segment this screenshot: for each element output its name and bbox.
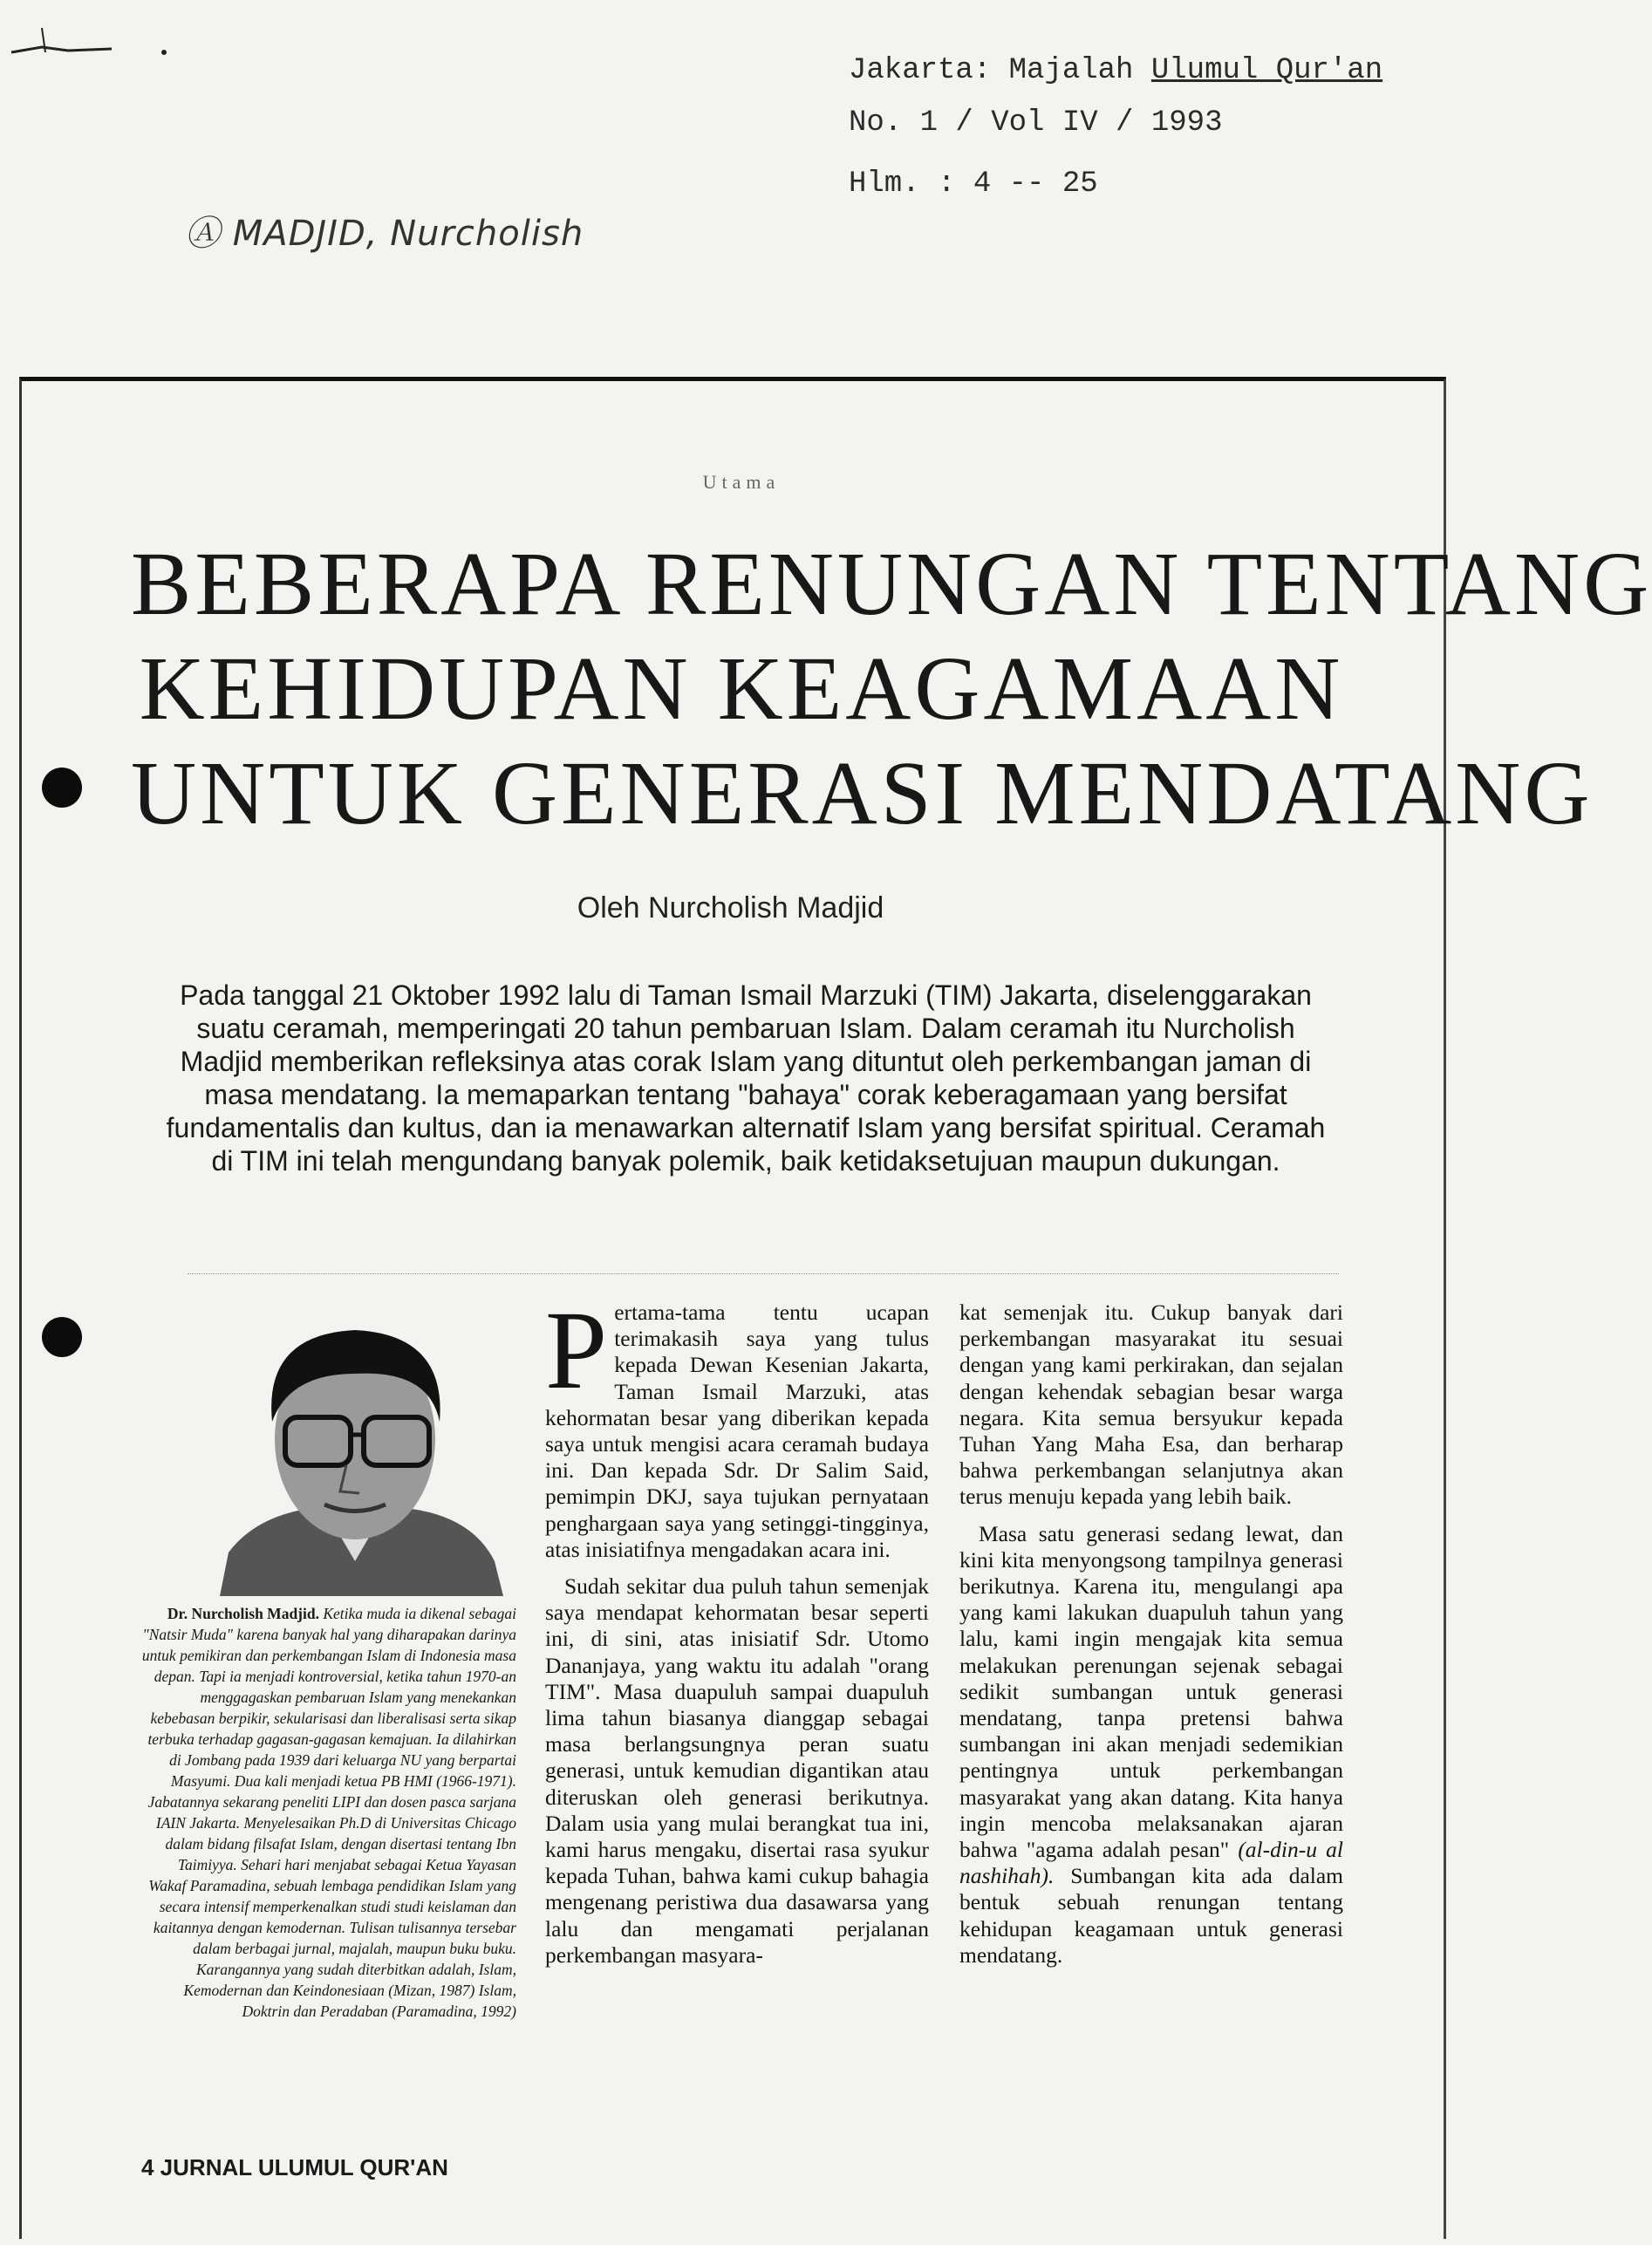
divider <box>188 1273 1339 1274</box>
arabic-phrase: (al-din-u al nashihah). <box>959 1837 1343 1889</box>
body-column-3 <box>959 1300 1343 1979</box>
body-paragraph: kat semenjak itu. Cukup banyak dari perkembangan masyarakat itu sesuai dengan yang kami perkirakan, dan sejalan dengan kehendak sebagian besar warga negara. Kita semua bersyukur kepada Tuhan Yang Maha Esa, dan berharap bahwa perkembangan selanjutnya akan terus menuju kepada yang lebih baik. <box>959 1300 1343 1510</box>
article-headline <box>131 532 1652 846</box>
headline-line: UNTUK GENERASI MENDATANG <box>131 743 1594 843</box>
section-kicker: Utama <box>702 471 781 493</box>
archive-issue: No. 1 / Vol IV / 1993 <box>849 106 1223 140</box>
drop-cap: P <box>545 1288 608 1412</box>
archive-source-label: Jakarta: <box>849 54 992 87</box>
body-paragraph <box>959 1521 1343 1969</box>
archive-source-prefix: Majalah <box>1008 54 1134 87</box>
handwritten-note: Ⓐ MADJID, Nurcholish <box>185 214 584 254</box>
photo-caption <box>140 1603 516 2022</box>
headline-line: KEHIDUPAN KEAGAMAAN <box>139 638 1344 739</box>
corner-scan-mark <box>7 26 173 61</box>
author-portrait <box>194 1300 516 1596</box>
byline: Oleh Nurcholish Madjid <box>577 891 884 925</box>
archive-pages: Hlm. : 4 -- 25 <box>849 167 1098 201</box>
body-text: ertama-tama tentu ucapan terimakasih saya yang tulus kepada Dewan Kesenian Jakarta, Taman Ismail Marzuki, atas kehormatan besar yang diberikan kepada saya untuk mengisi acara ceramah budaya ini. Dan kepada Sdr. Dr Salim Said, pemimpin DKJ, saya tujukan pernyataan penghargaan saya yang setinggi-tingginya, atas inisiatifnya mengadakan acara ini. <box>545 1300 929 1562</box>
body-paragraph <box>545 1288 929 1563</box>
body-column-2 <box>545 1288 929 1979</box>
body-paragraph: Sudah sekitar dua puluh tahun semenjak saya mendapat kehormatan besar seperti ini, di sini, atas inisiatif Sdr. Utomo Dananjaya, yang waktu itu adalah "orang TIM". Masa duapuluh sampai duapuluh lima tahun biasanya dianggap sebagai masa berlangsungnya peran suatu generasi, untuk kemudian digantikan atau diteruskan oleh generasi berikutnya. Dalam usia yang mulai berangkat tua ini, kami harus mengaku, disertai rasa syukur kepada Tuhan, bahwa kami cukup bahagia mengenang peristiwa dua dasawarsa yang lalu dan mengamati perjalanan perkembangan masyara- <box>545 1573 929 1968</box>
lead-paragraph: Pada tanggal 21 Oktober 1992 lalu di Taman Ismail Marzuki (TIM) Jakarta, diselenggarakan suatu ceramah, memperingati 20 tahun pembaruan Islam. Dalam ceramah itu Nurcholish Madjid memberikan refleksinya atas corak Islam yang dituntut oleh perkembangan jaman di masa mendatang. Ia memaparkan tentang "bahaya" corak keberagamaan yang bersifat fundamentalis dan kultus, dan ia menawarkan alternatif Islam yang bersifat spiritual. Ceramah di TIM ini telah mengundang banyak polemik, baik ketidaksetujuan maupun dukungan. <box>166 979 1326 1177</box>
archive-source <box>849 54 1382 87</box>
archive-source-title: Ulumul Qur'an <box>1150 54 1383 87</box>
caption-name: Dr. Nurcholish Madjid. <box>167 1605 319 1622</box>
punch-hole <box>42 768 82 808</box>
body-text: Sumbangan kita ada dalam bentuk sebuah renungan tentang kehidupan keagamaan untuk generasi mendatang. <box>959 1863 1343 1968</box>
headline-line: BEBERAPA RENUNGAN TENTANG <box>131 534 1652 634</box>
punch-hole <box>42 1317 82 1357</box>
caption-text: Ketika muda ia dikenal sebagai "Natsir Muda" karena banyak hal yang diharapakan darinya untuk pemikiran dan perkembangan Islam di Indonesia masa depan. Tapi ia menjadi kontroversial, ketika tahun 1970-an menggagaskan pembaruan Islam yang menekankan kebebasan berpikir, sekularisasi dan liberalisasi serta sikap terbuka terhadap gagasan-gagasan kemajuan. Ia dilahirkan di Jombang pada 1939 dari keluarga NU yang berpartai Masyumi. Dua kali menjadi ketua PB HMI (1966-1971). Jabatannya sekarang peneliti LIPI dan dosen pasca sarjana IAIN Jakarta. Menyelesaikan Ph.D di Universitas Chicago dalam bidang filsafat Islam, dengan disertasi tentang Ibn Taimiyya. Sehari hari menjabat sebagai Ketua Yayasan Wakaf Paramadina, sebuah lembaga pendidikan Islam yang secara intensif memperkenalkan studi studi keislaman dan kaitannya dengan kemodernan. Tulisan tulisannya tersebar dalam berbagai jurnal, majalah, maupun buku buku. Karangannya yang sudah diterbitkan adalah, Islam, Kemodernan dan Keindonesiaan (Mizan, 1987) Islam, Doktrin dan Peradaban (Paramadina, 1992) <box>141 1605 516 2020</box>
body-text: Masa satu generasi sedang lewat, dan kini kita menyongsong tampilnya generasi berikutnya. Karena itu, mengulangi apa yang kami lakukan duapuluh tahun yang lalu, kami ingin mengajak kita semua melakukan perenungan sejenak sebagai sedikit sumbangan untuk generasi mendatang, tanpa pretensi bahwa sumbangan ini akan menjadi sedemikian pentingnya untuk perkembangan masyarakat yang akan datang. Kita hanya ingin mencoba melaksanakan ajaran bahwa "agama adalah pesan" <box>959 1520 1343 1863</box>
page-folio: 4 JURNAL ULUMUL QUR'AN <box>141 2154 448 2180</box>
